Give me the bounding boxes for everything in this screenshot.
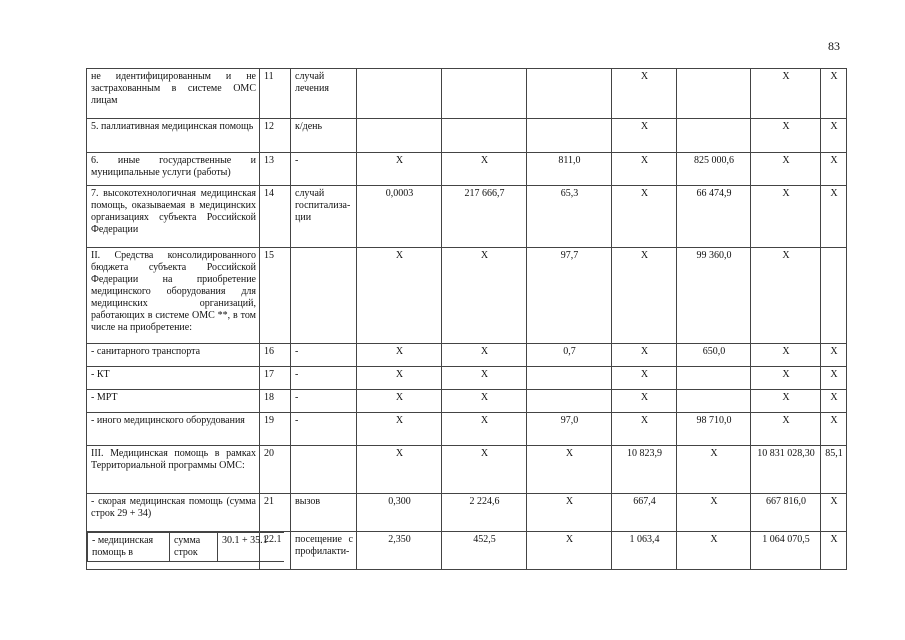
value-cell-c3: 65,3 bbox=[527, 186, 612, 248]
value-cell-c6: Х bbox=[751, 367, 821, 390]
value-cell-c2 bbox=[442, 69, 527, 119]
value-cell-c3 bbox=[527, 367, 612, 390]
value-cell-c1 bbox=[357, 69, 442, 119]
row-number-cell: 22.1 bbox=[260, 532, 291, 570]
unit-cell: - bbox=[291, 413, 357, 446]
value-cell-c7: Х bbox=[821, 532, 847, 570]
value-cell-c3: Х bbox=[527, 532, 612, 570]
value-cell-c6: 10 831 028,30 bbox=[751, 446, 821, 494]
value-cell-c3 bbox=[527, 69, 612, 119]
value-cell-c7: Х bbox=[821, 119, 847, 153]
unit-cell: к/день bbox=[291, 119, 357, 153]
row-number-cell: 18 bbox=[260, 390, 291, 413]
table-row bbox=[87, 413, 847, 446]
unit-cell: - bbox=[291, 367, 357, 390]
row-number-cell: 11 bbox=[260, 69, 291, 119]
page-number: 83 bbox=[828, 39, 840, 53]
value-cell-c1: 2,350 bbox=[357, 532, 442, 570]
value-cell-c1: Х bbox=[357, 413, 442, 446]
table-row bbox=[87, 119, 847, 153]
value-cell-c7: Х bbox=[821, 494, 847, 532]
value-cell-c5: Х bbox=[677, 446, 751, 494]
value-cell-c6: 1 064 070,5 bbox=[751, 532, 821, 570]
unit-cell: случай госпитализа-ции bbox=[291, 186, 357, 248]
value-cell-c7: Х bbox=[821, 186, 847, 248]
value-cell-c7: Х bbox=[821, 367, 847, 390]
row-name-cell: 6. иные государственные и муниципальные услуги (работы) bbox=[87, 153, 260, 186]
row-number-cell: 16 bbox=[260, 344, 291, 367]
row-number-cell: 12 bbox=[260, 119, 291, 153]
value-cell-c3: Х bbox=[527, 446, 612, 494]
value-cell-c5 bbox=[677, 119, 751, 153]
row-number-cell: 21 bbox=[260, 494, 291, 532]
unit-cell: - bbox=[291, 153, 357, 186]
value-cell-c2: Х bbox=[442, 344, 527, 367]
row-name-cell: II. Средства консолидированного бюджета субъекта Российской Федерации на приобретение медицинского оборудования для медицинских организаций, работающих в системе ОМС **, в том числе на приобретение: bbox=[87, 248, 260, 344]
value-cell-c4: Х bbox=[612, 186, 677, 248]
table-row bbox=[87, 186, 847, 248]
value-cell-c7: 85,1 bbox=[821, 446, 847, 494]
value-cell-c7: Х bbox=[821, 390, 847, 413]
value-cell-c5: 825 000,6 bbox=[677, 153, 751, 186]
unit-cell bbox=[291, 248, 357, 344]
value-cell-c2 bbox=[442, 119, 527, 153]
row-name-cell: III. Медицинская помощь в рамках Территориальной программы ОМС: bbox=[87, 446, 260, 494]
value-cell-c5: Х bbox=[677, 494, 751, 532]
value-cell-c3: 97,0 bbox=[527, 413, 612, 446]
value-cell-c2: Х bbox=[442, 390, 527, 413]
row-name-cell: 7. высокотехнологичная медицинская помощь, оказываемая в медицинских организациях субъекта Российской Федерации bbox=[87, 186, 260, 248]
row-number-cell: 19 bbox=[260, 413, 291, 446]
value-cell-c5: 99 360,0 bbox=[677, 248, 751, 344]
row-name-cell: - КТ bbox=[87, 367, 260, 390]
value-cell-c1: Х bbox=[357, 153, 442, 186]
value-cell-c7 bbox=[821, 248, 847, 344]
value-cell-c2: 452,5 bbox=[442, 532, 527, 570]
value-cell-c7: Х bbox=[821, 69, 847, 119]
value-cell-c6: Х bbox=[751, 248, 821, 344]
row-name-cell: - скорая медицинская помощь (сумма строк 29 + 34) bbox=[87, 494, 260, 532]
unit-cell: - bbox=[291, 344, 357, 367]
value-cell-c1 bbox=[357, 119, 442, 153]
value-cell-c4: 10 823,9 bbox=[612, 446, 677, 494]
value-cell-c5 bbox=[677, 390, 751, 413]
row-name-cell: не идентифицированным и не застрахованным в системе ОМС лицам bbox=[87, 69, 260, 119]
unit-cell: случай лечения bbox=[291, 69, 357, 119]
unit-cell bbox=[291, 446, 357, 494]
row-number-cell: 17 bbox=[260, 367, 291, 390]
value-cell-c1: 0,0003 bbox=[357, 186, 442, 248]
value-cell-c4: Х bbox=[612, 248, 677, 344]
name-subcells bbox=[87, 532, 284, 562]
table-row bbox=[87, 390, 847, 413]
value-cell-c2: Х bbox=[442, 446, 527, 494]
value-cell-c2: Х bbox=[442, 153, 527, 186]
row-number-cell: 13 bbox=[260, 153, 291, 186]
value-cell-c3: 811,0 bbox=[527, 153, 612, 186]
table-row bbox=[87, 494, 847, 532]
row-number-cell: 20 bbox=[260, 446, 291, 494]
value-cell-c6: Х bbox=[751, 69, 821, 119]
row-name-cell: - санитарного транспорта bbox=[87, 344, 260, 367]
financing-table bbox=[86, 68, 847, 570]
unit-cell: - bbox=[291, 390, 357, 413]
row-name-cell: - иного медицинского оборудования bbox=[87, 413, 260, 446]
value-cell-c3: 0,7 bbox=[527, 344, 612, 367]
value-cell-c4: Х bbox=[612, 344, 677, 367]
row-name-cell bbox=[87, 532, 268, 570]
name-subcell: сумма строк bbox=[170, 533, 218, 562]
table-row bbox=[87, 367, 847, 390]
value-cell-c5: 66 474,9 bbox=[677, 186, 751, 248]
value-cell-c4: Х bbox=[612, 413, 677, 446]
value-cell-c5 bbox=[677, 69, 751, 119]
value-cell-c5: 650,0 bbox=[677, 344, 751, 367]
value-cell-c3: 97,7 bbox=[527, 248, 612, 344]
value-cell-c7: Х bbox=[821, 344, 847, 367]
unit-cell: посещение с профилакти- bbox=[291, 532, 357, 570]
value-cell-c5: Х bbox=[677, 532, 751, 570]
value-cell-c2: Х bbox=[442, 367, 527, 390]
name-subcell: 30.1 + 35.1 bbox=[218, 533, 285, 562]
value-cell-c5 bbox=[677, 367, 751, 390]
value-cell-c6: Х bbox=[751, 153, 821, 186]
row-number-cell: 15 bbox=[260, 248, 291, 344]
value-cell-c4: Х bbox=[612, 367, 677, 390]
value-cell-c4: Х bbox=[612, 69, 677, 119]
value-cell-c7: Х bbox=[821, 153, 847, 186]
value-cell-c7: Х bbox=[821, 413, 847, 446]
row-name-cell: 5. паллиативная медицинская помощь bbox=[87, 119, 260, 153]
table-row bbox=[87, 344, 847, 367]
value-cell-c1: Х bbox=[357, 367, 442, 390]
name-subcell: - медицинская помощь в bbox=[88, 533, 170, 562]
value-cell-c3 bbox=[527, 119, 612, 153]
value-cell-c4: Х bbox=[612, 390, 677, 413]
value-cell-c1: Х bbox=[357, 248, 442, 344]
table-row bbox=[87, 153, 847, 186]
value-cell-c1: Х bbox=[357, 344, 442, 367]
value-cell-c6: Х bbox=[751, 413, 821, 446]
value-cell-c1: Х bbox=[357, 390, 442, 413]
value-cell-c1: 0,300 bbox=[357, 494, 442, 532]
row-number-cell: 14 bbox=[260, 186, 291, 248]
table-row bbox=[87, 248, 847, 344]
value-cell-c2: Х bbox=[442, 248, 527, 344]
table-row bbox=[87, 532, 847, 570]
value-cell-c1: Х bbox=[357, 446, 442, 494]
value-cell-c6: Х bbox=[751, 186, 821, 248]
table-row bbox=[87, 446, 847, 494]
value-cell-c2: Х bbox=[442, 413, 527, 446]
value-cell-c3 bbox=[527, 390, 612, 413]
row-name-cell: - МРТ bbox=[87, 390, 260, 413]
value-cell-c4: Х bbox=[612, 119, 677, 153]
value-cell-c5: 98 710,0 bbox=[677, 413, 751, 446]
value-cell-c4: 1 063,4 bbox=[612, 532, 677, 570]
value-cell-c2: 2 224,6 bbox=[442, 494, 527, 532]
table-row bbox=[87, 69, 847, 119]
value-cell-c3: Х bbox=[527, 494, 612, 532]
value-cell-c4: 667,4 bbox=[612, 494, 677, 532]
value-cell-c2: 217 666,7 bbox=[442, 186, 527, 248]
value-cell-c6: Х bbox=[751, 119, 821, 153]
value-cell-c4: Х bbox=[612, 153, 677, 186]
value-cell-c6: Х bbox=[751, 390, 821, 413]
value-cell-c6: Х bbox=[751, 344, 821, 367]
value-cell-c6: 667 816,0 bbox=[751, 494, 821, 532]
unit-cell: вызов bbox=[291, 494, 357, 532]
